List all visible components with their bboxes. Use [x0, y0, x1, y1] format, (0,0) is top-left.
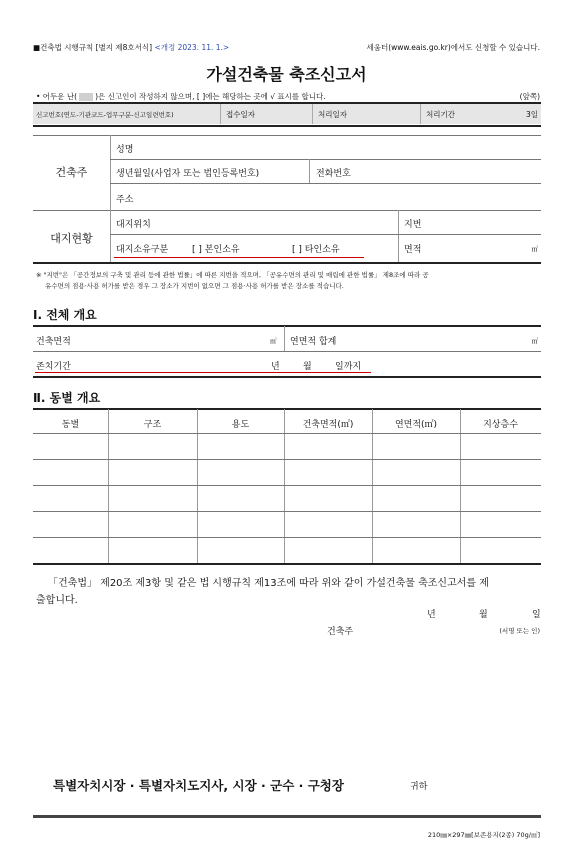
- instruction-text-1: • 어두운 난(: [36, 92, 78, 101]
- duration-label: 존치기간: [36, 362, 71, 372]
- instruction: [36, 91, 326, 102]
- receipt-date-label: 접수일자: [226, 110, 255, 119]
- page-title: 가설건축물 축조신고서: [206, 65, 367, 84]
- duration-year[interactable]: 년: [271, 362, 280, 372]
- own-property-checkbox[interactable]: [ ] 본인소유: [192, 245, 240, 255]
- col-header-building-area: 건축면적(㎡): [302, 420, 354, 430]
- site-area-field[interactable]: 면적: [404, 245, 422, 255]
- bottom-rule: [33, 815, 541, 818]
- site-area-unit: ㎡: [531, 245, 538, 253]
- instruction-text-2: )은 신고인이 작성하지 않으며, [ ]에는 해당하는 곳에 √ 표시를 합니다.: [95, 92, 326, 101]
- table-row[interactable]: [33, 537, 541, 538]
- date-day[interactable]: 일: [532, 610, 541, 620]
- col-header-floor-area: 연면적(㎡): [394, 420, 438, 430]
- total-floor-area-field[interactable]: 연면적 합계: [290, 337, 337, 347]
- ownership-underline: [114, 257, 364, 258]
- owner-birth-field[interactable]: 생년월일(사업자 또는 법인등록번호): [116, 169, 260, 179]
- section1-title: Ⅰ. 전체 개요: [33, 308, 97, 322]
- table-row[interactable]: [33, 485, 541, 486]
- owner-label: 건축주: [55, 166, 88, 179]
- page-side: (앞쪽): [519, 92, 540, 101]
- duration-month[interactable]: 월: [303, 362, 312, 372]
- declaration-line2: 출합니다.: [36, 595, 78, 606]
- total-floor-area-unit: ㎡: [531, 337, 538, 345]
- col-header-building: 동별: [61, 420, 80, 430]
- other-property-checkbox[interactable]: [ ] 타인소유: [292, 245, 340, 255]
- recipient-suffix: 귀하: [410, 782, 428, 792]
- paper-spec: 210㎜×297㎜[보존용지(2종) 70g/㎡]: [427, 831, 540, 839]
- declaration-line1: 「건축법」 제20조 제3항 및 같은 법 시행규칙 제13조에 따라 위와 같이 가설건축물 축조신고서를 제: [48, 578, 489, 589]
- receipt-number-label: 신고번호(연도-기관코드-업무구분-신고일련번호): [36, 111, 174, 119]
- form-reference-text: ■건축법 시행규칙 [별지 제8호서식]: [33, 43, 155, 52]
- col-header-floors: 지상층수: [483, 420, 518, 430]
- col-header-use: 용도: [231, 420, 250, 430]
- signature-field[interactable]: (서명 또는 인): [499, 627, 540, 635]
- owner-name-field[interactable]: 성명: [116, 145, 134, 155]
- owner-address-field[interactable]: 주소: [116, 195, 134, 205]
- lot-note-line1: ※ "지번"은 「공간정보의 구축 및 관리 등에 관한 법률」에 따른 지번을 적으며, 「공유수면의 관리 및 매립에 관한 법률」 제8조에 따라 공: [36, 271, 429, 279]
- date-month[interactable]: 월: [479, 610, 488, 620]
- process-period-value: 3일: [525, 110, 538, 119]
- recipient-title: 특별자치시장 · 특별자치도지사, 시장 · 군수 · 구청장: [53, 778, 344, 793]
- site-label: 대지현황: [50, 232, 93, 245]
- duration-day[interactable]: 일까지: [335, 362, 362, 372]
- date-year[interactable]: 년: [427, 610, 436, 620]
- col-header-structure: 구조: [143, 420, 162, 430]
- building-table: [33, 409, 541, 564]
- form-reference: [33, 42, 229, 53]
- building-area-field[interactable]: 건축면적: [36, 337, 71, 347]
- section2-title: Ⅱ. 동별 개요: [33, 391, 101, 405]
- site-ownership-label: 대지소유구분: [116, 245, 169, 255]
- online-notice: 세움터(www.eais.go.kr)에서도 신청할 수 있습니다.: [366, 43, 540, 52]
- table-row[interactable]: [33, 511, 541, 512]
- applicant-label: 건축주: [327, 627, 354, 637]
- site-lot-field[interactable]: 지번: [404, 220, 422, 230]
- table-row[interactable]: [33, 459, 541, 460]
- owner-phone-field[interactable]: 전화번호: [316, 169, 351, 179]
- building-area-unit: ㎡: [270, 337, 277, 345]
- duration-underline: [35, 372, 371, 373]
- shaded-box-sample: [79, 93, 93, 101]
- site-location-field[interactable]: 대지위치: [116, 220, 151, 230]
- lot-note-line2: 유수면의 점용·사용 허가를 받은 경우 그 장소가 지번이 없으면 그 점용·사용 허가를 받은 장소를 적습니다.: [45, 282, 344, 290]
- process-period-label: 처리기간: [426, 110, 455, 119]
- revision-date: <개정 2023. 11. 1.>: [154, 43, 230, 52]
- process-date-label: 처리일자: [318, 110, 347, 119]
